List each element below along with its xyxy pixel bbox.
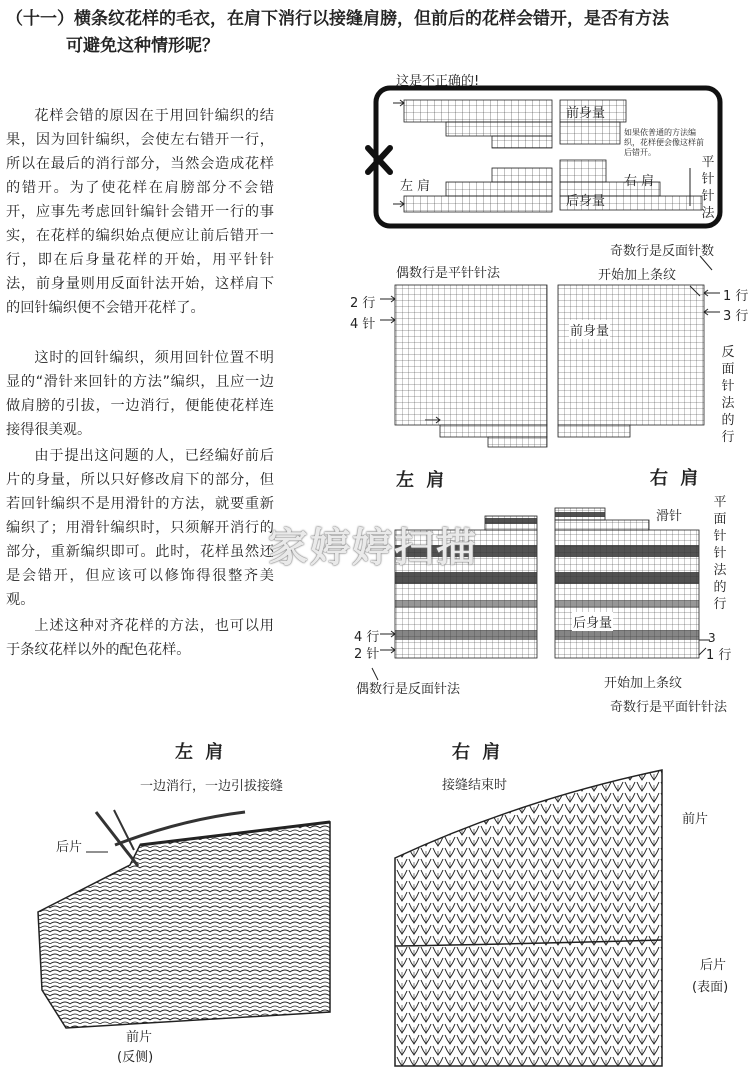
incorrect-caption: 这是不正确的! [396,74,480,89]
figure-chart-grid [380,256,720,447]
label-front-body: 前身量 [566,106,606,121]
body-paragraph-3: 由于提出这问题的人，已经编好前后片的身量，所以只好修改肩下的部分，但若回针编织不是用滑针的方法，就要重新编织了；用滑针编织时，只须解开消行的部分，重新编织即可。此时，花样虽然还是会错开，但应该可以修饰得很整齐美观。 [6,448,274,608]
body-paragraph-1: 花样会错的原因在于用回针编织的结果，因为回针编织，会使左右错开一行，所以在最后的消行部分，当然会造成花样的错开。为了使花样在肩膀部分不会错开，应事先考虑回针编针会错开一行的事实，在花样的编织始点便应让前后错开一行，即在后身量花样的开始，用平针针法，前身量则用反面针法开始，这样肩下的回针编织便不会错开花样了。 [6,108,274,316]
label-front-body-2: 前身量 [569,320,610,339]
label-front-piece-right: 前片 [682,812,709,827]
incorrect-note: 如果依普通的方法编织，花样便会像这样前后错开。 [624,128,704,157]
label-right-shoulder-2: 右 肩 [650,468,702,489]
label-back-piece-right: 后片 [700,958,727,973]
label-front-piece: 前片 [126,1030,153,1045]
label-row-1: 1 行 [723,289,749,304]
label-left-shoulder-3: 左 肩 [175,742,227,763]
label-even-rows-purl: 偶数行是反面针法 [356,682,461,697]
label-stitch-2: 2 针 [354,647,380,662]
label-knit-stitch: 平针针法 [701,155,715,221]
label-row-3: 3 行 [723,309,749,324]
label-left-shoulder-2: 左 肩 [396,470,448,491]
label-right-shoulder: 右 肩 [624,174,655,189]
label-purl-rows: 反面针法的行 [721,345,735,445]
title-line-2: 可避免这种情形呢？ [66,36,219,56]
label-row-4: 4 行 [354,630,380,645]
label-back-piece: 后片 [56,840,83,855]
label-row-2: 2 行 [350,296,376,311]
label-start-stripe: 开始加上条纹 [598,268,677,283]
label-right-subcaption: 接缝结束时 [442,778,508,793]
label-even-rows-knit: 偶数行是平针针法 [396,266,501,281]
label-knit-rows: 平面针针法的行 [713,495,727,612]
label-back-body: 后身量 [566,194,606,209]
label-row-1-b: 1 行 [706,648,732,663]
label-start-stripe-2: 开始加上条纹 [604,676,683,691]
figure-right-shoulder-seam [395,770,662,1066]
body-paragraph-4: 上述这种对齐花样的方法，也可以用于条纹花样以外的配色花样。 [6,618,274,658]
label-back-body-2: 后身量 [572,612,613,631]
label-odd-rows-knit: 奇数行是平面针针法 [610,700,728,715]
label-right-side: (表面) [692,980,729,995]
label-left-subcaption: 一边消行，一边引拔接缝 [140,779,284,794]
scan-watermark: 家婷婷扫描 [268,525,478,571]
label-left-shoulder: 左 肩 [400,179,431,194]
body-paragraph-2: 这时的回针编织，须用回针位置不明显的“滑针来回针的方法”编织，且应一边做肩膀的引拔，一边消行，便能使花样连接得很美观。 [6,350,274,438]
label-odd-rows-purl: 奇数行是反面针数 [610,244,715,259]
label-right-shoulder-3: 右 肩 [452,742,504,763]
label-row-3-short: 3 [708,631,716,645]
label-wrong-side: (反侧) [117,1050,154,1065]
label-slip-stitch: 滑针 [656,509,683,524]
title-line-1: （十一）横条纹花样的毛衣，在肩下消行以接缝肩膀，但前后的花样会错开，是否有方法 [6,9,669,29]
label-stitch-4: 4 针 [350,317,376,332]
